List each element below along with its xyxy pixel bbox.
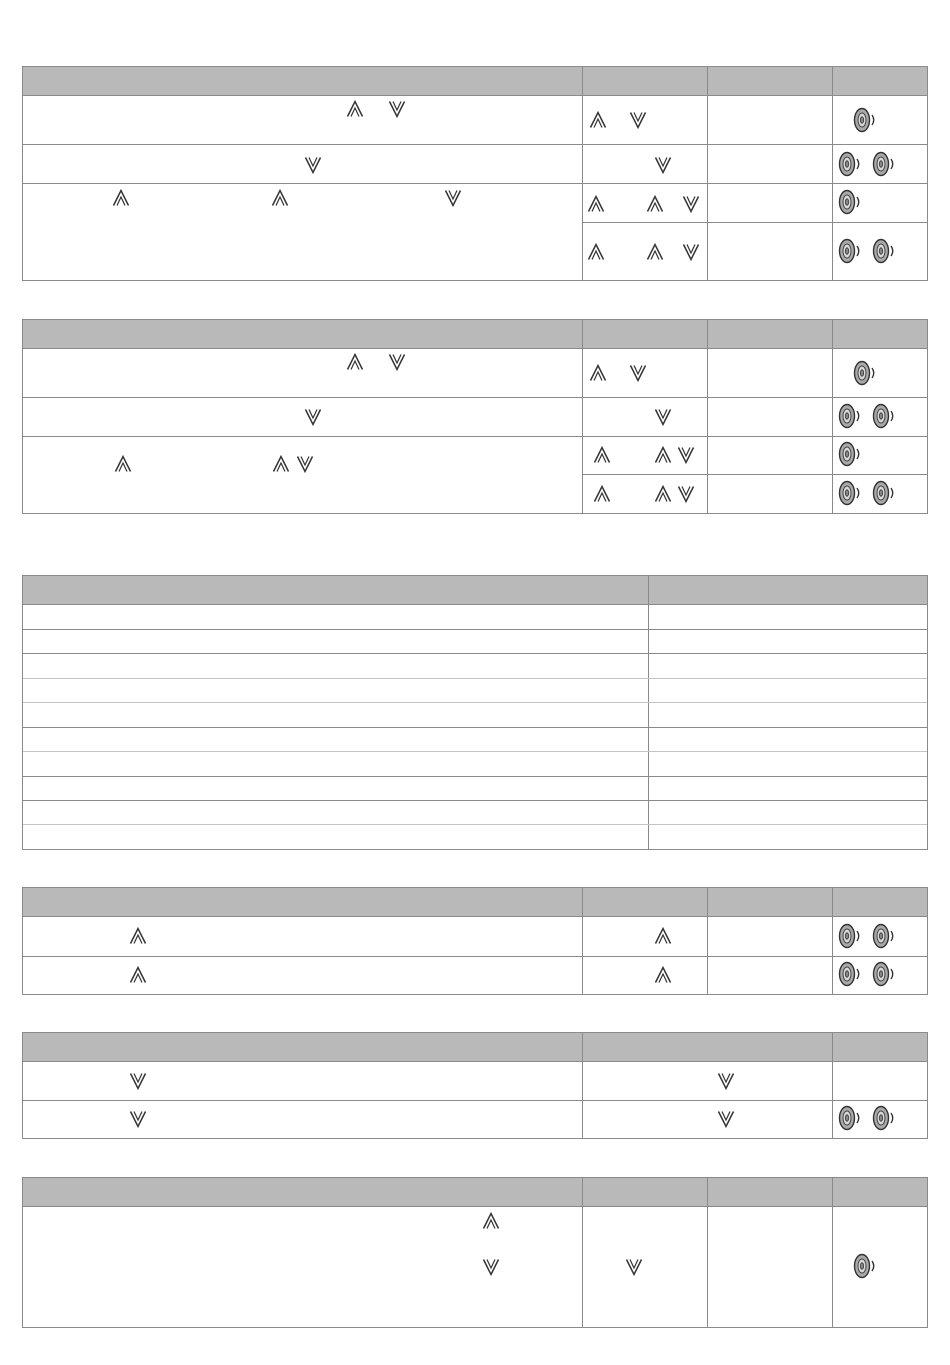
down-arrow-key-icon bbox=[443, 188, 463, 208]
down-arrow-key-icon bbox=[128, 1109, 148, 1129]
table-6 bbox=[22, 1177, 928, 1328]
speaker-beep-icon bbox=[872, 151, 896, 177]
down-arrow-key-icon bbox=[295, 454, 315, 474]
speaker-beep-icon bbox=[838, 441, 862, 467]
up-arrow-key-icon bbox=[653, 445, 673, 465]
table-header bbox=[23, 1178, 927, 1207]
speaker-beep-icon bbox=[872, 1105, 896, 1131]
speaker-beep-icon bbox=[872, 403, 896, 429]
speaker-beep-icon bbox=[872, 961, 896, 987]
table-3 bbox=[22, 575, 928, 850]
up-arrow-key-icon bbox=[113, 454, 133, 474]
down-arrow-key-icon bbox=[303, 155, 323, 175]
up-arrow-key-icon bbox=[271, 454, 291, 474]
up-arrow-key-icon bbox=[645, 242, 665, 262]
down-arrow-key-icon bbox=[681, 194, 701, 214]
up-arrow-key-icon bbox=[128, 926, 148, 946]
down-arrow-key-icon bbox=[716, 1109, 736, 1129]
down-arrow-key-icon bbox=[624, 1257, 644, 1277]
speaker-beep-icon bbox=[872, 480, 896, 506]
down-arrow-key-icon bbox=[481, 1257, 501, 1277]
down-arrow-key-icon bbox=[676, 484, 696, 504]
speaker-beep-icon bbox=[838, 480, 862, 506]
speaker-beep-icon bbox=[853, 1253, 877, 1279]
down-arrow-key-icon bbox=[716, 1071, 736, 1091]
down-arrow-key-icon bbox=[653, 407, 673, 427]
speaker-beep-icon bbox=[838, 923, 862, 949]
speaker-beep-icon bbox=[853, 107, 877, 133]
down-arrow-key-icon bbox=[653, 155, 673, 175]
table-header bbox=[23, 320, 927, 349]
up-arrow-key-icon bbox=[270, 188, 290, 208]
up-arrow-key-icon bbox=[592, 484, 612, 504]
down-arrow-key-icon bbox=[128, 1071, 148, 1091]
down-arrow-key-icon bbox=[676, 445, 696, 465]
speaker-beep-icon bbox=[838, 1105, 862, 1131]
down-arrow-key-icon bbox=[387, 352, 407, 372]
table-header bbox=[23, 576, 927, 605]
speaker-beep-icon bbox=[838, 238, 862, 264]
up-arrow-key-icon bbox=[586, 242, 606, 262]
down-arrow-key-icon bbox=[387, 99, 407, 119]
up-arrow-key-icon bbox=[586, 194, 606, 214]
up-arrow-key-icon bbox=[588, 110, 608, 130]
down-arrow-key-icon bbox=[681, 242, 701, 262]
speaker-beep-icon bbox=[838, 151, 862, 177]
up-arrow-key-icon bbox=[645, 194, 665, 214]
speaker-beep-icon bbox=[853, 360, 877, 386]
table-1 bbox=[22, 66, 928, 281]
speaker-beep-icon bbox=[838, 961, 862, 987]
speaker-beep-icon bbox=[838, 403, 862, 429]
up-arrow-key-icon bbox=[345, 352, 365, 372]
up-arrow-key-icon bbox=[111, 188, 131, 208]
table-2 bbox=[22, 319, 928, 514]
table-header bbox=[23, 1033, 927, 1062]
table-header bbox=[23, 67, 927, 96]
table-5 bbox=[22, 1032, 928, 1139]
up-arrow-key-icon bbox=[345, 99, 365, 119]
up-arrow-key-icon bbox=[481, 1211, 501, 1231]
up-arrow-key-icon bbox=[128, 965, 148, 985]
up-arrow-key-icon bbox=[592, 445, 612, 465]
up-arrow-key-icon bbox=[653, 484, 673, 504]
speaker-beep-icon bbox=[872, 923, 896, 949]
down-arrow-key-icon bbox=[303, 407, 323, 427]
up-arrow-key-icon bbox=[653, 926, 673, 946]
up-arrow-key-icon bbox=[653, 965, 673, 985]
down-arrow-key-icon bbox=[628, 363, 648, 383]
up-arrow-key-icon bbox=[588, 363, 608, 383]
speaker-beep-icon bbox=[838, 189, 862, 215]
down-arrow-key-icon bbox=[628, 110, 648, 130]
table-4 bbox=[22, 887, 928, 995]
table-header bbox=[23, 888, 927, 917]
speaker-beep-icon bbox=[872, 238, 896, 264]
